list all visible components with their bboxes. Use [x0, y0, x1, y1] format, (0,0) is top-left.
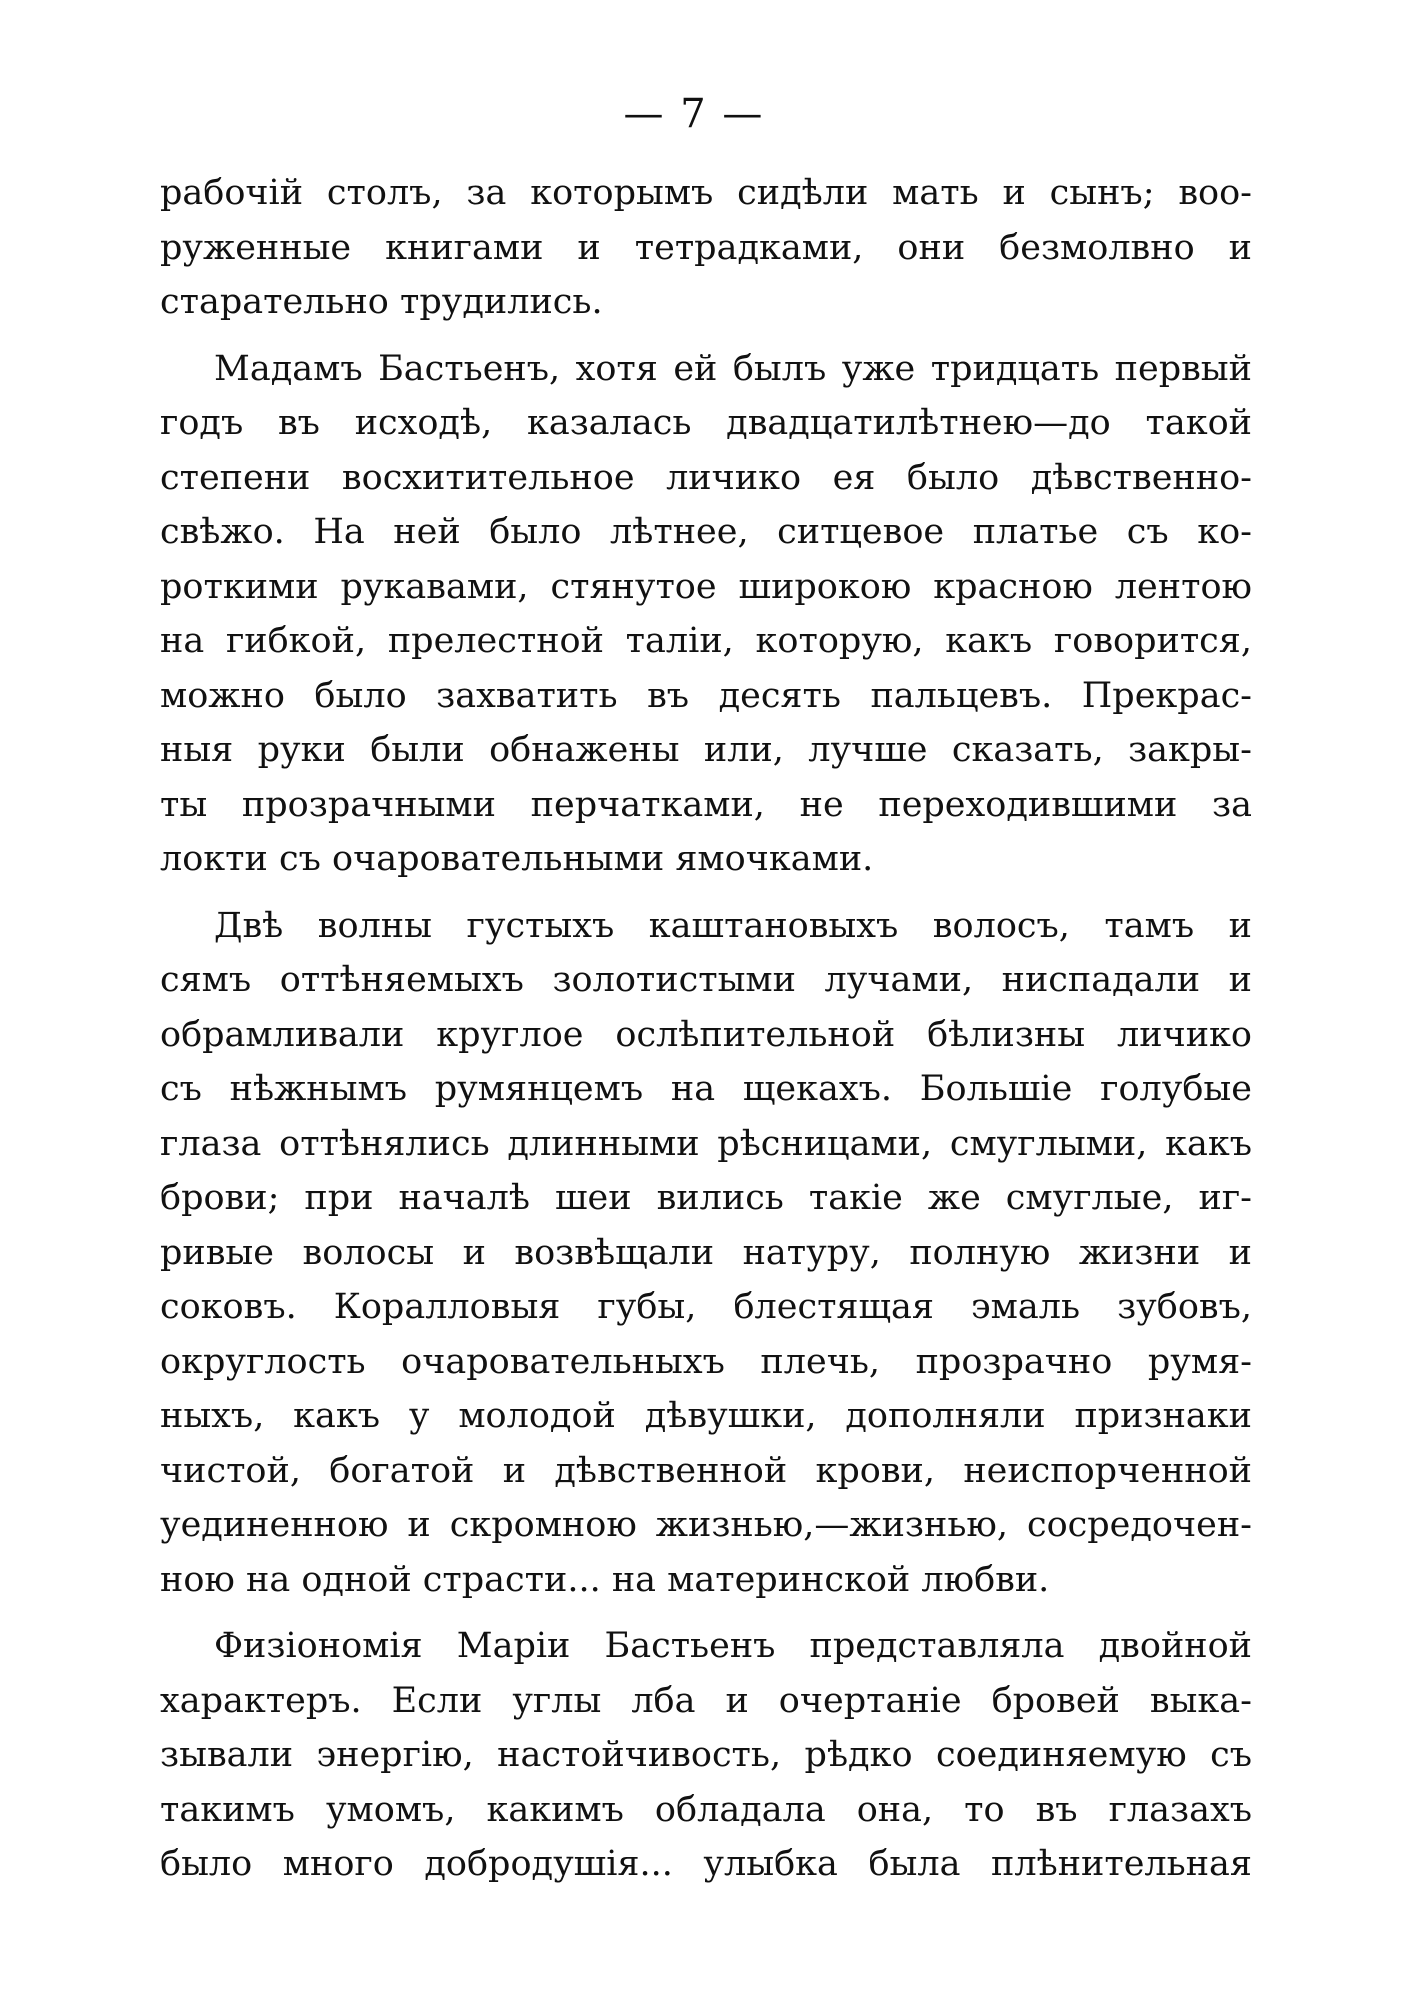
text-line: локти съ очаровательными ямочками.: [160, 839, 874, 879]
text-line: обрамливали круглое ослѣпительной бѣлизны личико: [160, 1014, 1252, 1055]
text-line: соковъ. Коралловыя губы, блестящая эмаль зубовъ,: [160, 1287, 1252, 1327]
text-line: ныхъ, какъ у молодой дѣвушки, дополняли признаки: [160, 1396, 1252, 1436]
text-line: чистой, богатой и дѣвственной крови, неиспорченной: [160, 1450, 1252, 1491]
text-line: такимъ умомъ, какимъ обладала она, то въ глазахъ: [160, 1789, 1252, 1830]
text-line: на гибкой, прелестной таліи, которую, какъ говорится,: [160, 621, 1252, 661]
text-line: Мадамъ Бастьенъ, хотя ей былъ уже тридцать первый: [214, 348, 1252, 389]
body-text: [160, 166, 1252, 1892]
text-line: Физіономія Маріи Бастьенъ представляла двойной: [214, 1626, 1252, 1666]
text-line: старательно трудились.: [160, 282, 603, 322]
text-line: ты прозрачными перчатками, не переходившими за: [160, 784, 1252, 825]
text-line: ривые волосы и возвѣщали натуру, полную жизни и: [160, 1232, 1252, 1273]
text-line: глаза оттѣнялись длинными рѣсницами, смуглыми, какъ: [160, 1123, 1252, 1164]
text-line: округлость очаровательныхъ плечь, прозрачно румя-: [160, 1341, 1252, 1382]
page-number: — 7 —: [623, 91, 765, 137]
text-line: уединенною и скромною жизнью,—жизнью, сосредочен-: [160, 1505, 1252, 1545]
text-line: зывали энергію, настойчивость, рѣдко соединяемую съ: [160, 1735, 1252, 1775]
text-line: можно было захватить въ десять пальцевъ. Прекрас-: [160, 675, 1252, 716]
text-line: сямъ оттѣняемыхъ золотистыми лучами, ниспадали и: [160, 960, 1252, 1000]
text-line: роткими рукавами, стянутое широкою красною лентою: [160, 566, 1252, 607]
text-line: брови; при началѣ шеи вились такіе же смуглые, иг-: [160, 1178, 1252, 1218]
text-line: съ нѣжнымъ румянцемъ на щекахъ. Большіе голубые: [160, 1069, 1252, 1109]
text-line: Двѣ волны густыхъ каштановыхъ волосъ, тамъ и: [214, 905, 1252, 946]
text-line: свѣжо. На ней было лѣтнее, ситцевое платье съ ко-: [160, 512, 1252, 552]
text-line: рабочій столъ, за которымъ сидѣли мать и сынъ; воо-: [160, 173, 1252, 213]
text-line: руженные книгами и тетрадками, они безмолвно и: [160, 227, 1252, 268]
text-line: ныя руки были обнажены или, лучше сказать, закры-: [160, 730, 1252, 770]
text-line: было много добродушія... улыбка была плѣнительная: [160, 1844, 1252, 1884]
text-line: характеръ. Если углы лба и очертаніе бровей выка-: [160, 1680, 1252, 1721]
text-line: ною на одной страсти... на материнской любви.: [160, 1559, 1050, 1600]
text-line: годъ въ исходѣ, казалась двадцатилѣтнею—до такой: [160, 403, 1252, 443]
text-line: степени восхитительное личико ея было дѣвственно-: [160, 457, 1252, 498]
